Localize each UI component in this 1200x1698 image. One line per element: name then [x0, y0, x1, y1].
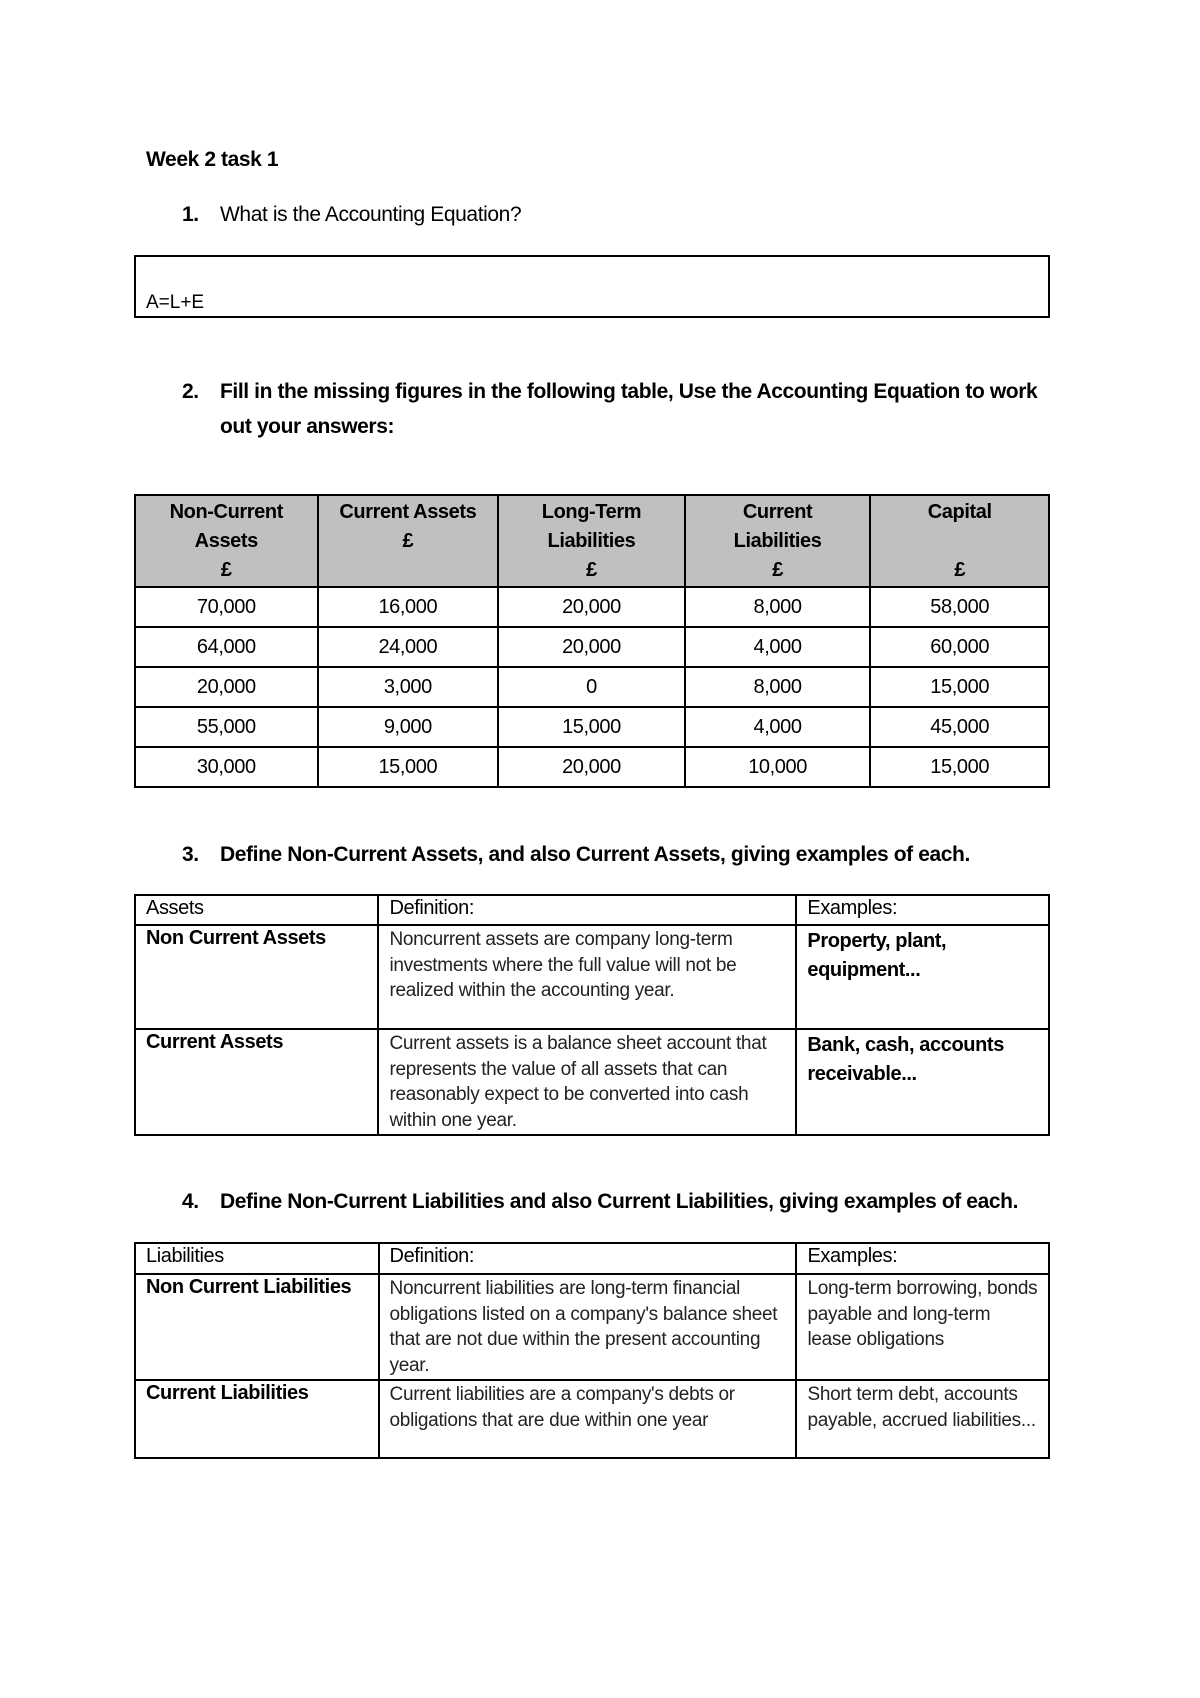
- table-header-row: [135, 895, 1049, 925]
- header-line: Current Assets: [339, 501, 477, 523]
- header-line: £: [220, 559, 232, 581]
- question-text-cont: out your answers:: [220, 415, 395, 438]
- header-cell: Examples:: [796, 895, 1049, 925]
- figure-cell: 45,000: [870, 707, 1049, 747]
- assets-table: [134, 894, 1050, 1136]
- question-2: [182, 374, 1037, 444]
- header-line: Non-Current: [169, 501, 283, 523]
- header-cell: Definition:: [378, 895, 796, 925]
- table-row: [135, 627, 1049, 667]
- question-4: [182, 1190, 1018, 1214]
- figure-cell: 9,000: [318, 707, 499, 747]
- figure-cell: 30,000: [135, 747, 318, 787]
- row-definition: Noncurrent assets are company long-term investments where the full value will not be realized within the accounting year.: [378, 925, 796, 1029]
- header-line: £: [954, 559, 966, 581]
- figure-cell: 10,000: [685, 747, 871, 787]
- question-1: [182, 203, 521, 227]
- figure-cell: 4,000: [685, 707, 871, 747]
- header-cell: [685, 495, 871, 587]
- header-cell: [135, 495, 318, 587]
- figure-cell: 20,000: [498, 587, 685, 627]
- figure-cell: 4,000: [685, 627, 871, 667]
- figure-cell: 70,000: [135, 587, 318, 627]
- row-definition: Noncurrent liabilities are long-term financial obligations listed on a company's balance sheet that are not due within the present accounting year.: [379, 1274, 797, 1380]
- figure-cell: 8,000: [685, 667, 871, 707]
- header-line: Liabilities: [733, 530, 822, 552]
- figure-cell: 20,000: [135, 667, 318, 707]
- question-number: 3.: [182, 843, 199, 866]
- table-header-row: [135, 1243, 1049, 1274]
- row-examples: Short term debt, accounts payable, accrued liabilities...: [796, 1380, 1049, 1458]
- table-row: [135, 747, 1049, 787]
- table-row: [135, 1380, 1049, 1458]
- figure-cell: 15,000: [318, 747, 499, 787]
- table-header-row: [135, 495, 1049, 587]
- answer-text: A=L+E: [146, 292, 205, 313]
- header-line: Long-Term: [541, 501, 642, 523]
- header-cell: [870, 495, 1049, 587]
- header-line: £: [402, 530, 414, 552]
- table-row: [135, 925, 1049, 1029]
- figure-cell: 60,000: [870, 627, 1049, 667]
- header-cell: Definition:: [379, 1243, 797, 1274]
- question-text: Define Non-Current Liabilities and also Current Liabilities, giving examples of each.: [220, 1190, 1019, 1213]
- table-row: [135, 707, 1049, 747]
- figure-cell: 64,000: [135, 627, 318, 667]
- table-row: [135, 1274, 1049, 1380]
- figure-cell: 55,000: [135, 707, 318, 747]
- row-definition: Current liabilities are a company's debts or obligations that are due within one year: [379, 1380, 797, 1458]
- liabilities-table: [134, 1242, 1050, 1459]
- question-text: Fill in the missing figures in the following table, Use the Accounting Equation to work: [220, 380, 1038, 403]
- page-title: Week 2 task 1: [146, 148, 279, 171]
- answer-box: [134, 255, 1050, 318]
- figure-cell: 15,000: [870, 747, 1049, 787]
- figure-cell: 0: [498, 667, 685, 707]
- question-text: What is the Accounting Equation?: [220, 203, 522, 226]
- question-number: 1.: [182, 203, 199, 226]
- figures-table: [134, 494, 1050, 788]
- figure-cell: 20,000: [498, 747, 685, 787]
- row-examples: Property, plant, equipment...: [796, 925, 1049, 1029]
- table-row: [135, 667, 1049, 707]
- header-cell: [318, 495, 499, 587]
- question-number: 2.: [182, 380, 199, 403]
- row-examples: Bank, cash, accounts receivable...: [796, 1029, 1049, 1135]
- header-line: Assets: [194, 530, 258, 552]
- header-line: [319, 556, 498, 585]
- row-definition: Current assets is a balance sheet account that represents the value of all assets that can reasonably expect to be converted into cash within one year.: [378, 1029, 796, 1135]
- row-examples: Long-term borrowing, bonds payable and long-term lease obligations: [796, 1274, 1049, 1380]
- header-line: £: [586, 559, 597, 581]
- row-name: Non Current Assets: [135, 925, 378, 1029]
- header-cell: Assets: [135, 895, 378, 925]
- figure-cell: 20,000: [498, 627, 685, 667]
- header-line: Capital: [927, 501, 992, 523]
- figure-cell: 58,000: [870, 587, 1049, 627]
- figure-cell: 16,000: [318, 587, 499, 627]
- header-cell: [498, 495, 685, 587]
- question-number: 4.: [182, 1190, 199, 1213]
- figure-cell: 24,000: [318, 627, 499, 667]
- header-line: £: [772, 559, 783, 581]
- row-name: Current Assets: [135, 1029, 378, 1135]
- question-3: [182, 843, 970, 867]
- question-text: Define Non-Current Assets, and also Current Assets, giving examples of each.: [220, 843, 970, 866]
- row-name: Current Liabilities: [135, 1380, 379, 1458]
- header-cell: Liabilities: [135, 1243, 379, 1274]
- table-row: [135, 587, 1049, 627]
- figure-cell: 15,000: [870, 667, 1049, 707]
- figure-cell: 3,000: [318, 667, 499, 707]
- header-cell: Examples:: [796, 1243, 1049, 1274]
- row-name: Non Current Liabilities: [135, 1274, 379, 1380]
- header-line: Current: [742, 501, 813, 523]
- table-row: [135, 1029, 1049, 1135]
- figure-cell: 8,000: [685, 587, 871, 627]
- figure-cell: 15,000: [498, 707, 685, 747]
- header-line: Liabilities: [547, 530, 636, 552]
- header-line: [871, 527, 1048, 556]
